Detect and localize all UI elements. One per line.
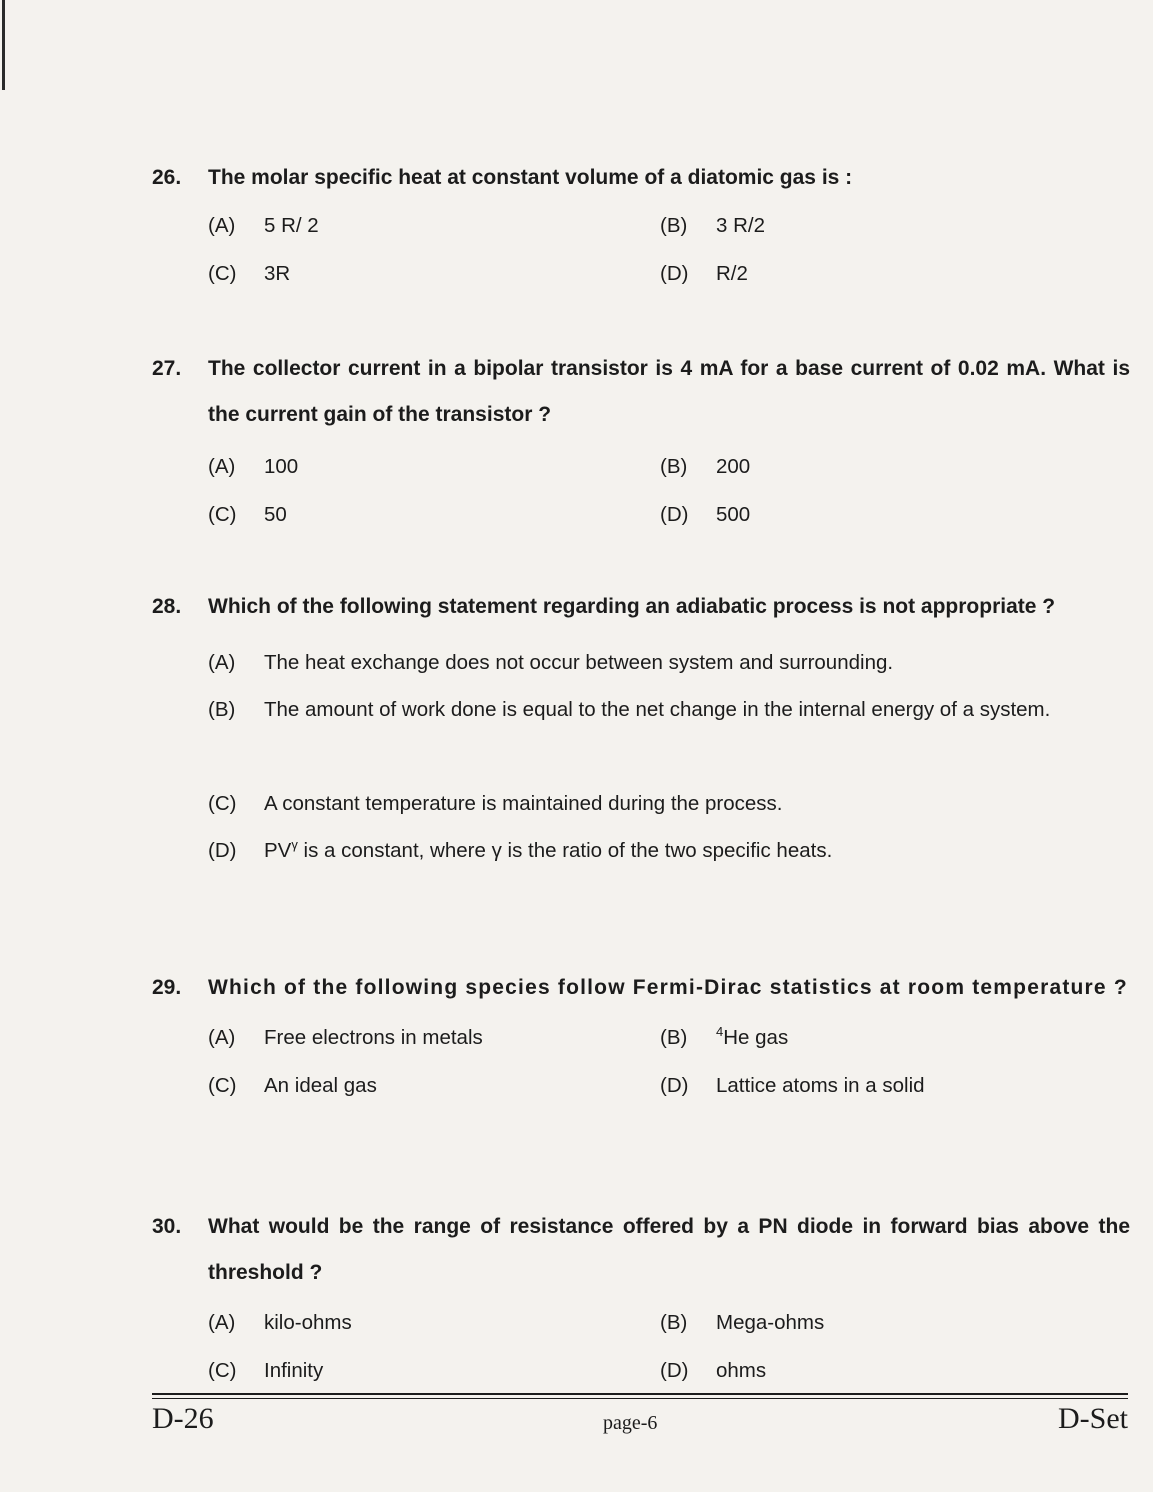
question-text: What would be the range of resistance offered by a PN diode in forward bias above the threshold ? xyxy=(208,1215,1130,1284)
footer-set: D-Set xyxy=(1058,1402,1128,1435)
question-27 xyxy=(152,358,1130,526)
option-b: (B) 200 xyxy=(660,455,751,478)
option-c: (C) An ideal gas xyxy=(208,1074,377,1097)
option-b: (B) The amount of work done is equal to the net change in the internal energy of a system. xyxy=(208,698,1051,721)
question-28 xyxy=(152,596,1130,862)
option-a: (A) 100 xyxy=(208,455,299,478)
option-a: (A) 5 R/ 2 xyxy=(208,214,319,237)
question-text: Which of the following statement regarding an adiabatic process is not appropriate ? xyxy=(208,595,1056,618)
option-b: (B) $^4$He gas xyxy=(660,1024,789,1049)
option-d: (D) $PV^\gamma$ is a constant, where γ is the ratio of the two specific heats. xyxy=(208,837,833,862)
question-number: 30. xyxy=(152,1215,182,1238)
option-d: (D) Lattice atoms in a solid xyxy=(660,1074,925,1097)
option-b: (B) Mega-ohms xyxy=(660,1311,825,1334)
option-d: (D) R/2 xyxy=(660,262,748,285)
option-a: (A) The heat exchange does not occur between system and surrounding. xyxy=(208,651,894,674)
question-text: The collector current in a bipolar transistor is 4 mA for a base current of 0.02 mA. What is the current gain of the transistor ? xyxy=(208,357,1130,426)
question-number: 28. xyxy=(152,595,182,618)
question-29 xyxy=(152,977,1130,1097)
question-number: 29. xyxy=(152,976,182,999)
option-c: (C) 50 xyxy=(208,503,287,526)
option-a: (A) Free electrons in metals xyxy=(208,1026,483,1049)
footer-divider-thin xyxy=(152,1398,1128,1399)
question-text: The molar specific heat at constant volume of a diatomic gas is : xyxy=(208,166,853,189)
question-30 xyxy=(152,1216,1130,1382)
option-b: (B) 3 R/2 xyxy=(660,214,765,237)
option-c: (C) A constant temperature is maintained during the process. xyxy=(208,792,783,815)
footer-divider xyxy=(152,1393,1128,1395)
footer-code: D-26 xyxy=(152,1402,214,1435)
page-number: page-6 xyxy=(603,1412,658,1434)
scan-edge-mark xyxy=(2,0,5,90)
option-a: (A) kilo-ohms xyxy=(208,1311,352,1334)
question-number: 27. xyxy=(152,357,182,380)
question-26 xyxy=(152,167,1130,285)
option-c: (C) Infinity xyxy=(208,1359,324,1382)
question-number: 26. xyxy=(152,166,182,189)
option-d: (D) ohms xyxy=(660,1359,767,1382)
option-c: (C) 3R xyxy=(208,262,291,285)
question-text: Which of the following species follow Fermi-Dirac statistics at room temperature ? xyxy=(208,976,1128,999)
option-d: (D) 500 xyxy=(660,503,751,526)
